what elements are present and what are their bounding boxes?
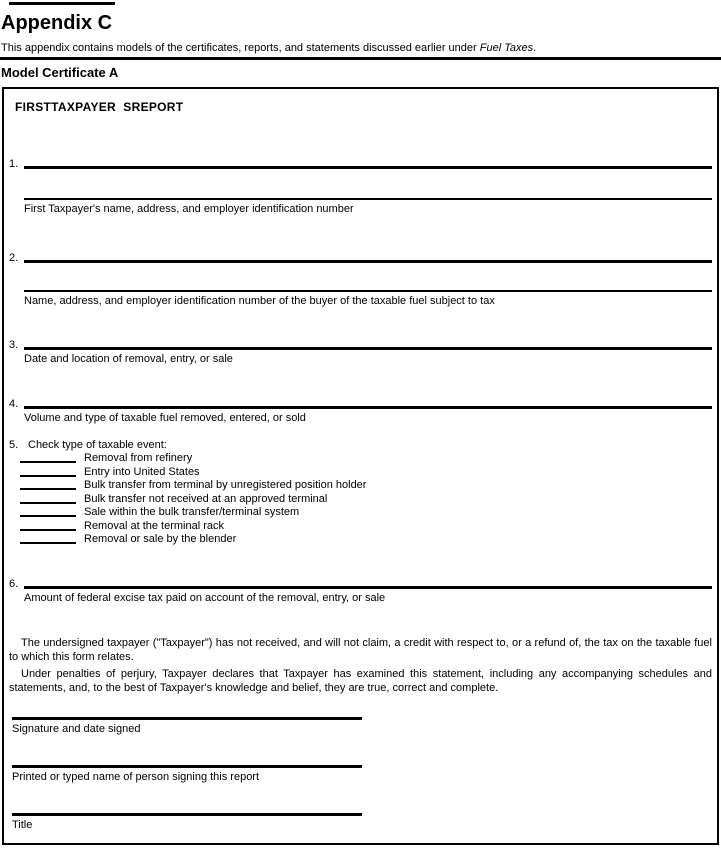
checklist-option	[9, 533, 712, 547]
intro-italic-term: Fuel Taxes	[479, 42, 534, 54]
field-6	[9, 577, 712, 591]
perjury-paragraph: Under penalties of perjury, Taxpayer declares that Taxpayer has examined this statement, including any accompanying schedules and statements, and, to the best of Taxpayer's knowledge and belief, they are true, correct and complete.	[9, 667, 712, 694]
title-rule	[9, 2, 115, 5]
option-blank-line	[20, 488, 76, 490]
option-label: Sale within the bulk transfer/terminal system	[84, 506, 300, 518]
page-title: Appendix C	[1, 12, 113, 34]
field-4-label: Volume and type of taxable fuel removed, entered, or sold	[24, 412, 306, 424]
checklist-option	[9, 466, 712, 480]
option-label: Removal or sale by the blender	[84, 533, 237, 545]
field-3-number: 3.	[9, 339, 19, 351]
checklist-option	[9, 452, 712, 466]
intro-suffix: .	[533, 42, 537, 54]
signature-label: Signature and date signed	[12, 722, 141, 735]
field-1	[9, 157, 712, 171]
field-2-blank-line	[24, 260, 712, 263]
field-6-blank-line	[24, 586, 712, 589]
intro-text	[1, 42, 721, 55]
field-3-label: Date and location of removal, entry, or sale	[24, 353, 233, 365]
field-4-number: 4.	[9, 398, 19, 410]
field-5-label: Check type of taxable event:	[28, 439, 167, 451]
field-2-number: 2.	[9, 252, 19, 264]
signature-line	[12, 717, 362, 720]
title-line	[12, 813, 362, 816]
option-blank-line	[20, 461, 76, 463]
option-blank-line	[20, 529, 76, 531]
option-blank-line	[20, 502, 76, 504]
field-4	[9, 397, 712, 411]
field-5-number: 5.	[9, 439, 19, 451]
checklist-option	[9, 506, 712, 520]
field-2-label: Name, address, and employer identification number of the buyer of the taxable fuel subject to tax	[24, 295, 495, 307]
field-4-blank-line	[24, 406, 712, 409]
field-6-label: Amount of federal excise tax paid on account of the removal, entry, or sale	[24, 591, 386, 604]
field-3-blank-line	[24, 347, 712, 350]
certificate-box	[2, 87, 719, 845]
field-1-label: First Taxpayer's name, address, and employer identification number	[24, 203, 354, 215]
printed-name-line	[12, 765, 362, 768]
option-label: Bulk transfer from terminal by unregistered position holder	[84, 479, 367, 491]
option-label: Bulk transfer not received at an approved terminal	[84, 492, 328, 505]
option-label: Removal at the terminal rack	[84, 519, 224, 532]
checklist-option	[9, 493, 712, 507]
intro-prefix: This appendix contains models of the certificates, reports, and statements discussed earlier under	[1, 42, 480, 54]
checklist-option	[9, 520, 712, 534]
title-label: Title	[12, 818, 33, 831]
option-blank-line	[20, 475, 76, 477]
section-rule	[0, 57, 721, 60]
field-3	[9, 338, 712, 352]
field-6-number: 6.	[9, 577, 19, 590]
option-blank-line	[20, 515, 76, 517]
option-blank-line	[20, 542, 76, 544]
no-credit-paragraph: The undersigned taxpayer ("Taxpayer") has not received, and will not claim, a credit with respect to, or a refund of, the tax on the taxable fuel to which this form relates.	[9, 636, 712, 663]
checklist-option	[9, 479, 712, 493]
option-label: Entry into United States	[84, 465, 200, 478]
field-5	[9, 438, 712, 452]
field-1-number: 1.	[9, 158, 19, 170]
field-2	[9, 251, 712, 265]
field-1-blank-line	[24, 166, 712, 169]
field-1-blank-line-2	[24, 198, 712, 200]
report-title: FIRSTTAXPAYER SREPORT	[15, 100, 184, 114]
option-label: Removal from refinery	[84, 452, 193, 464]
field-2-blank-line-2	[24, 290, 712, 292]
printed-name-label: Printed or typed name of person signing this report	[12, 770, 260, 783]
section-heading: Model Certificate A	[1, 65, 119, 80]
